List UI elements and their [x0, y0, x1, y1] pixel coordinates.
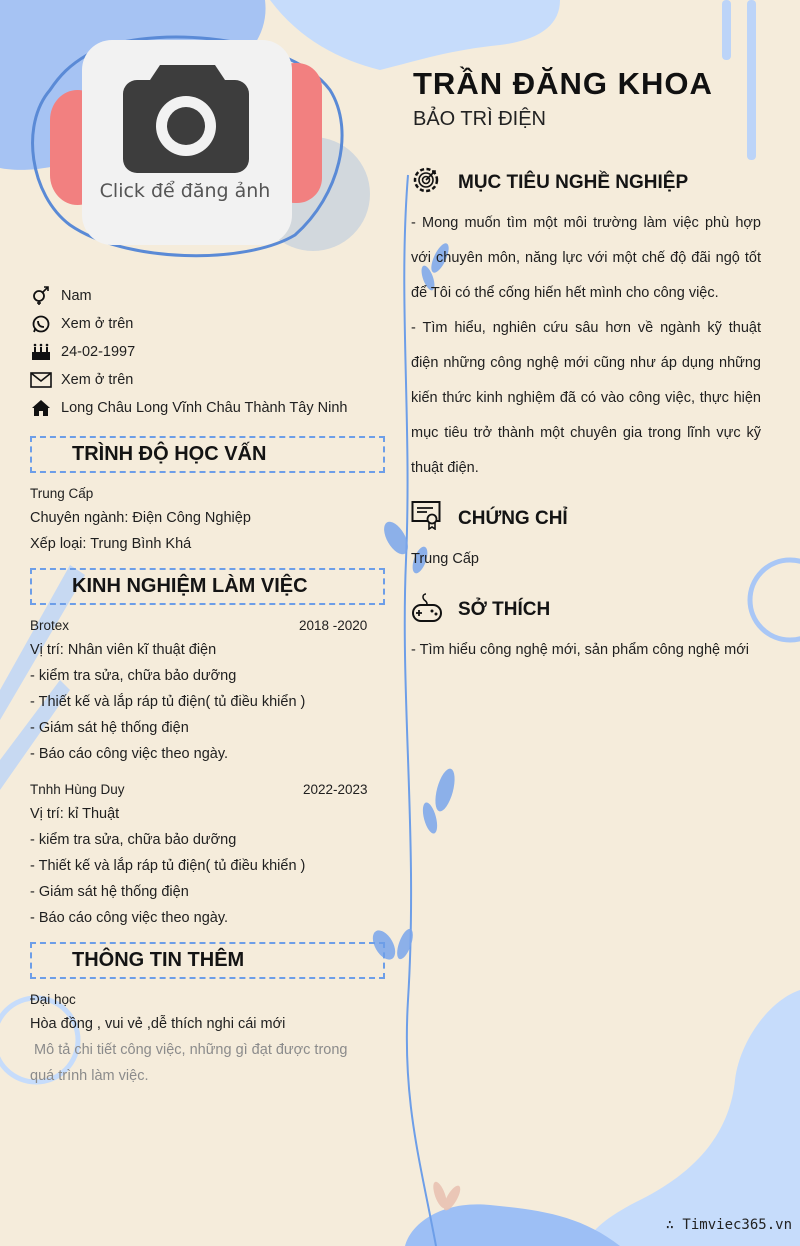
job-period: 2022-2023 [303, 782, 368, 797]
job-role: Vị trí: kỉ Thuật [30, 806, 120, 822]
gender-icon [30, 285, 52, 307]
target-gear-icon [411, 165, 441, 195]
job-task: - kiểm tra sửa, chữa bảo dưỡng [30, 832, 237, 848]
hobby-item: - Tìm hiểu công nghệ mới, sản phẩm công nghệ mới [411, 642, 749, 658]
job-task: - Báo cáo công việc theo ngày. [30, 910, 229, 926]
job-company: Tnhh Hùng Duy [30, 782, 125, 797]
job-task: - Báo cáo công việc theo ngày. [30, 746, 229, 762]
job-position: BẢO TRÌ ĐIỆN [413, 108, 546, 130]
whatsapp-icon [30, 313, 52, 335]
objective-title: MỤC TIÊU NGHỀ NGHIỆP [458, 172, 689, 193]
job-task: - Giám sát hệ thống điện [30, 884, 189, 900]
address-value: Long Châu Long Vĩnh Châu Thành Tây Ninh [61, 400, 348, 416]
experience-title: KINH NGHIỆM LÀM VIỆC [72, 575, 308, 597]
contact-gender [30, 284, 92, 308]
envelope-icon [30, 369, 52, 391]
job-task: - kiểm tra sửa, chữa bảo dưỡng [30, 668, 237, 684]
candidate-name: TRẦN ĐĂNG KHOA [413, 66, 713, 101]
additional-section-header [30, 942, 385, 979]
contact-phone [30, 312, 133, 336]
timviec365-watermark: ∴ Timviec365.vn [665, 1217, 792, 1233]
job-task: - Thiết kế và lắp ráp tủ điện( tủ điều khiển ) [30, 858, 306, 874]
camera-icon [123, 65, 249, 173]
education-grade: Xếp loại: Trung Bình Khá [30, 536, 192, 552]
education-section-header [30, 436, 385, 473]
contact-address [30, 396, 347, 420]
certificate-item: Trung Cấp [411, 551, 479, 567]
certificate-icon [411, 500, 443, 530]
contact-email [30, 368, 133, 392]
upload-photo-label[interactable]: Click để đăng ảnh [99, 180, 271, 202]
home-icon [30, 397, 52, 419]
additional-heading: Đại học [30, 992, 76, 1007]
education-major: Chuyên ngành: Điện Công Nghiệp [30, 510, 251, 526]
experience-section-header [30, 568, 385, 605]
avatar-photo[interactable] [25, 35, 345, 260]
education-title: TRÌNH ĐỘ HỌC VẤN [72, 443, 267, 465]
hobbies-title: SỞ THÍCH [458, 599, 551, 620]
birthday-value: 24-02-1997 [61, 344, 136, 360]
description-placeholder[interactable]: Mô tả chi tiết công việc, những gì đạt được trong [30, 1042, 348, 1058]
phone-value: Xem ở trên [61, 316, 134, 332]
certificates-title: CHỨNG CHỈ [458, 508, 568, 529]
gamepad-icon [411, 592, 443, 624]
email-value: Xem ở trên [61, 372, 134, 388]
additional-title: THÔNG TIN THÊM [72, 949, 245, 971]
additional-text: Hòa đồng , vui vẻ ,dễ thích nghi cái mới [30, 1016, 286, 1032]
job-role: Vị trí: Nhân viên kĩ thuật điện [30, 642, 217, 658]
contact-birthday [30, 340, 135, 364]
description-placeholder[interactable]: quá trình làm việc. [30, 1068, 149, 1084]
job-period: 2018 -2020 [299, 618, 368, 633]
birthday-cake-icon [30, 341, 52, 363]
job-task: - Thiết kế và lắp ráp tủ điện( tủ điều khiển ) [30, 694, 306, 710]
objective-paragraph-2: - Tìm hiểu, nghiên cứu sâu hơn về ngành kỹ thuật điện những công nghệ mới cũng như áp dụng những kiến thức kinh nghiệm đã có vào công việc, thực hiện mục tiêu trở thành một chuyên gia trong lĩnh vực kỹ thuật điện. [411, 320, 761, 476]
job-task: - Giám sát hệ thống điện [30, 720, 189, 736]
education-school: Trung Cấp [30, 486, 94, 501]
job-company: Brotex [30, 618, 70, 633]
objective-paragraph-1: - Mong muốn tìm một môi trường làm việc phù hợp với chuyên môn, năng lực với một chế độ đãi ngộ tốt để Tôi có thể cống hiến hết mình cho công việc. [411, 215, 761, 301]
gender-value: Nam [61, 288, 92, 304]
